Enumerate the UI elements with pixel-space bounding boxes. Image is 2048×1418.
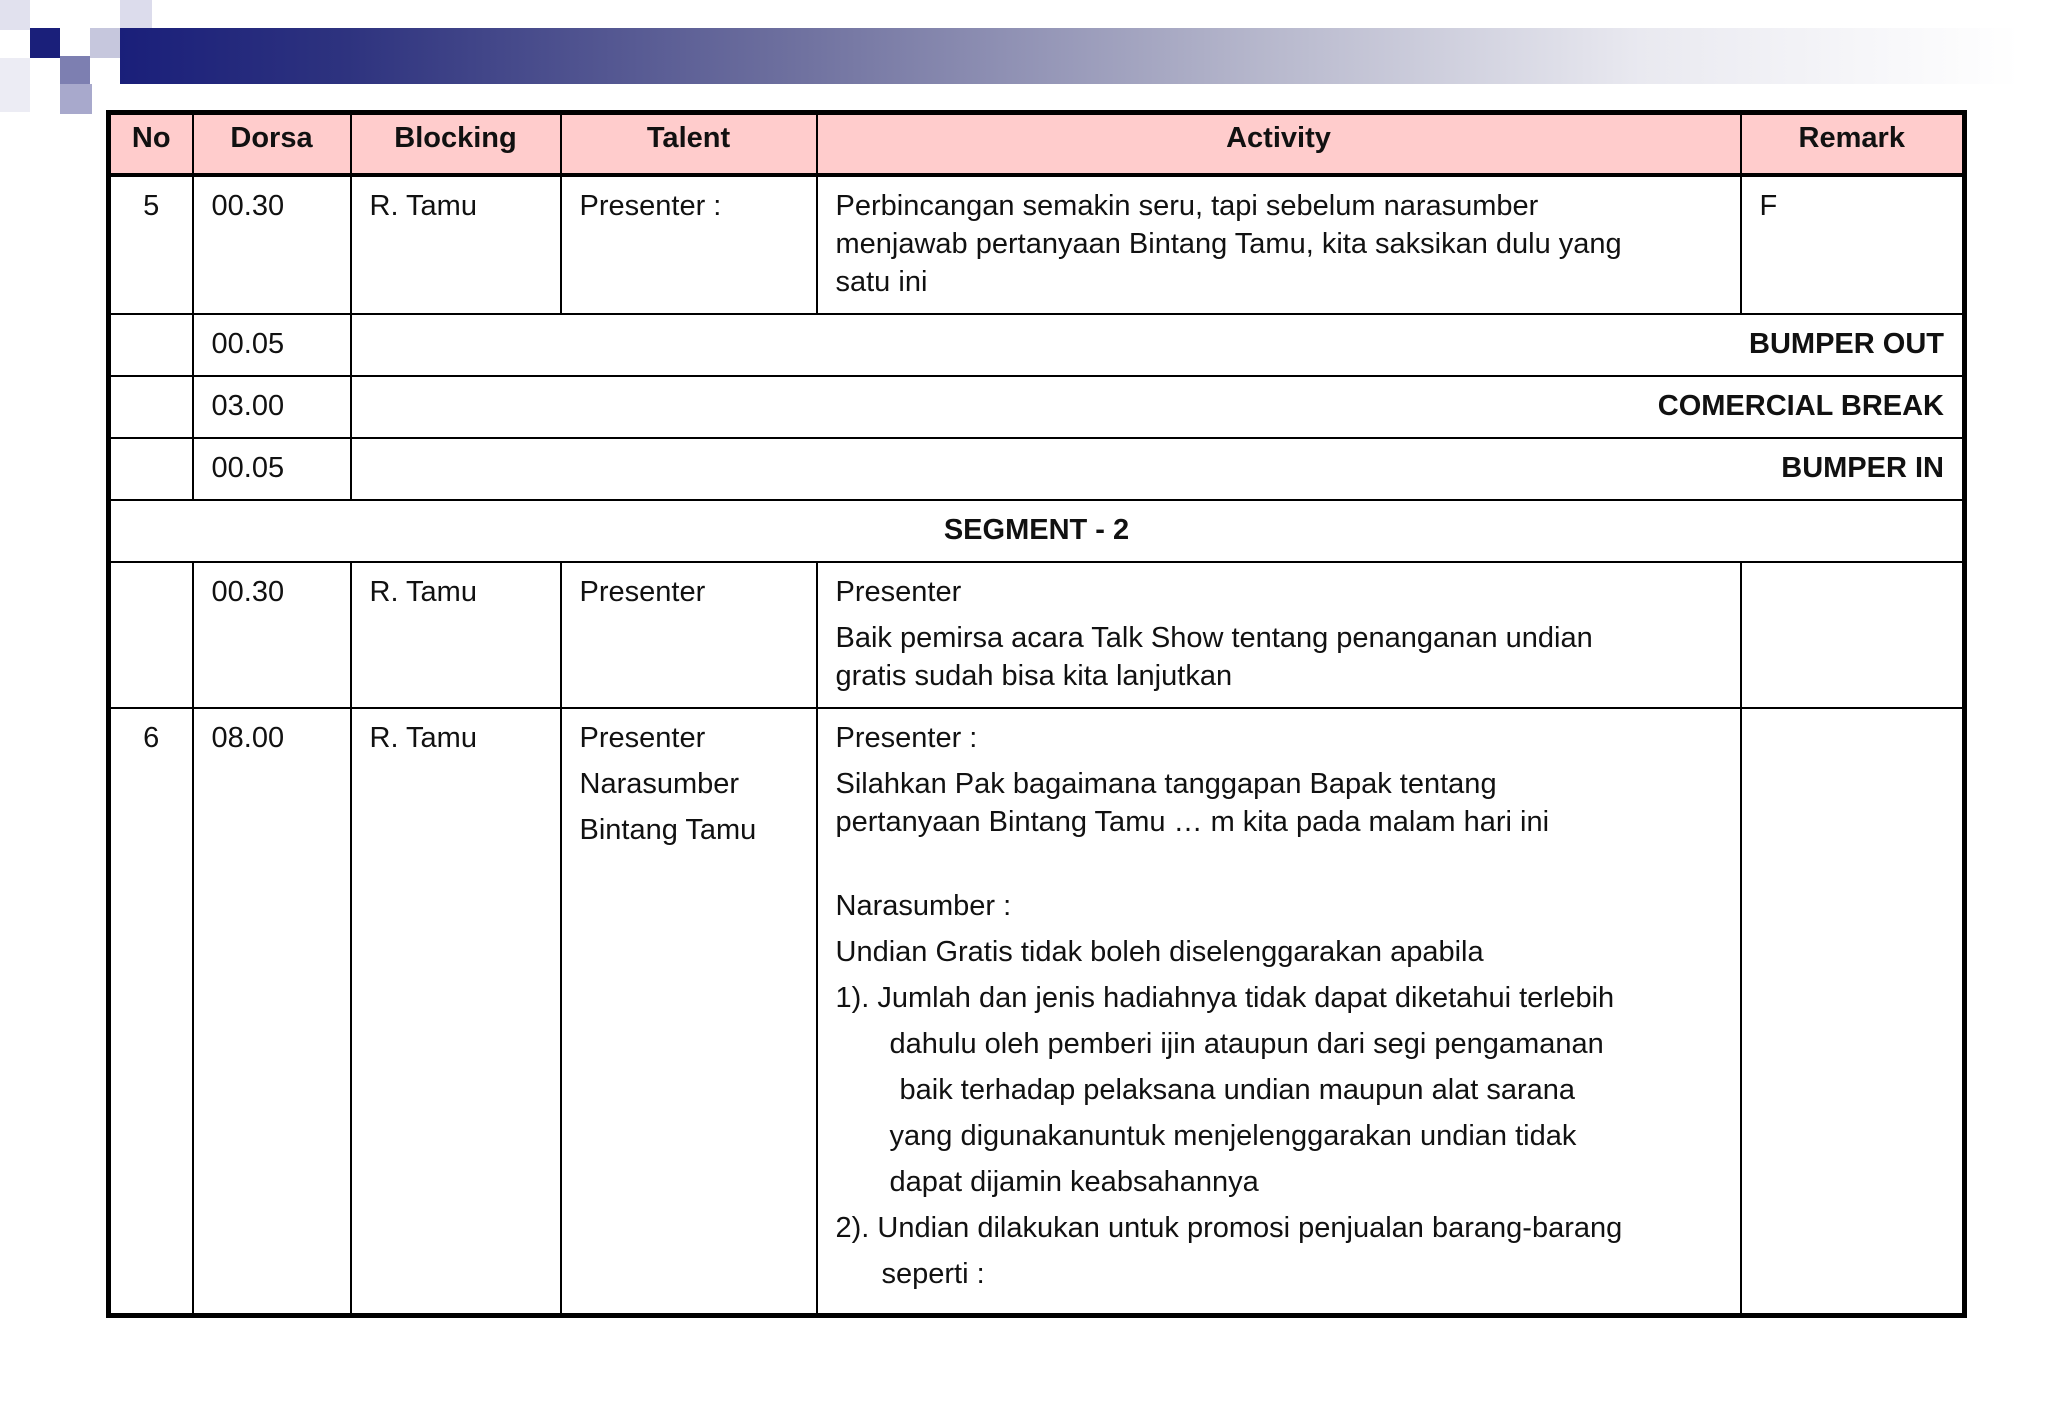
table-row (109, 562, 1965, 708)
cell-no (109, 376, 193, 438)
decor-square (0, 0, 30, 30)
cell-no: 5 (109, 175, 193, 314)
cell-dorsa: 00.05 (193, 314, 351, 376)
cell-no: 6 (109, 708, 193, 1316)
col-header-no: No (109, 113, 193, 176)
list-item-continuation: yang digunakanuntuk menjelenggarakan undian tidak (889, 1120, 1577, 1152)
cell-activity (817, 562, 1741, 708)
col-header-dorsa: Dorsa (193, 113, 351, 176)
col-header-blocking: Blocking (351, 113, 561, 176)
rundown-table (106, 110, 1967, 1318)
cell-no (109, 438, 193, 500)
list-item-continuation: dapat dijamin keabsahannya (889, 1166, 1259, 1198)
list-item-continuation: seperti : (881, 1258, 985, 1290)
cell-bumper-out: BUMPER OUT (351, 314, 1965, 376)
cell-remark (1741, 562, 1965, 708)
decor-square (60, 84, 92, 114)
cell-no (109, 314, 193, 376)
decor-square (120, 0, 152, 30)
presenter-title: Presenter : (835, 722, 978, 754)
decor-square (60, 56, 90, 86)
col-header-activity: Activity (817, 113, 1741, 176)
col-header-talent: Talent (561, 113, 817, 176)
talent-line: Narasumber (579, 768, 740, 800)
cell-dorsa: 03.00 (193, 376, 351, 438)
segment-title: SEGMENT - 2 (109, 500, 1965, 562)
table-row (109, 376, 1965, 438)
table-header-row (109, 113, 1965, 176)
decor-square (0, 58, 30, 112)
table-row (109, 708, 1965, 1316)
cell-talent (561, 708, 817, 1316)
cell-remark (1741, 708, 1965, 1316)
talent-line: Presenter (579, 722, 706, 754)
cell-dorsa: 08.00 (193, 708, 351, 1316)
activity-line: Undian Gratis tidak boleh diselenggarakan apabila (835, 936, 1484, 968)
header-gradient-bar (120, 28, 2020, 84)
activity-line: Perbincangan semakin seru, tapi sebelum narasumber (835, 190, 1539, 222)
cell-blocking: R. Tamu (351, 708, 561, 1316)
cell-commercial-break: COMERCIAL BREAK (351, 376, 1965, 438)
cell-dorsa: 00.05 (193, 438, 351, 500)
segment-row (109, 500, 1965, 562)
decor-square (30, 28, 60, 58)
activity-line: pertanyaan Bintang Tamu … m kita pada malam hari ini (835, 806, 1550, 838)
cell-talent: Presenter : (561, 175, 817, 314)
cell-no (109, 562, 193, 708)
cell-dorsa: 00.30 (193, 562, 351, 708)
cell-dorsa: 00.30 (193, 175, 351, 314)
activity-line: Baik pemirsa acara Talk Show tentang penanganan undian (835, 622, 1593, 654)
activity-line: satu ini (835, 266, 928, 298)
activity-line: Silahkan Pak bagaimana tanggapan Bapak tentang (835, 768, 1497, 800)
cell-talent: Presenter (561, 562, 817, 708)
list-item-continuation: baik terhadap pelaksana undian maupun alat sarana (899, 1074, 1576, 1106)
list-item: 1). Jumlah dan jenis hadiahnya tidak dapat diketahui terlebih (835, 982, 1615, 1014)
talent-line: Bintang Tamu (579, 814, 757, 846)
decor-square (90, 28, 120, 58)
list-item: 2). Undian dilakukan untuk promosi penjualan barang-barang (835, 1212, 1623, 1244)
list-item-continuation: dahulu oleh pemberi ijin ataupun dari segi pengamanan (889, 1028, 1604, 1060)
activity-line: menjawab pertanyaan Bintang Tamu, kita saksikan dulu yang (835, 228, 1622, 260)
narasumber-title: Narasumber : (835, 890, 1012, 922)
activity-title: Presenter (835, 576, 962, 608)
activity-line: gratis sudah bisa kita lanjutkan (835, 660, 1233, 692)
cell-bumper-in: BUMPER IN (351, 438, 1965, 500)
table-row (109, 438, 1965, 500)
spacer (836, 841, 1722, 887)
cell-activity (817, 708, 1741, 1316)
col-header-remark: Remark (1741, 113, 1965, 176)
cell-activity (817, 175, 1741, 314)
table-row (109, 175, 1965, 314)
cell-blocking: R. Tamu (351, 562, 561, 708)
cell-remark: F (1741, 175, 1965, 314)
cell-blocking: R. Tamu (351, 175, 561, 314)
table-row (109, 314, 1965, 376)
